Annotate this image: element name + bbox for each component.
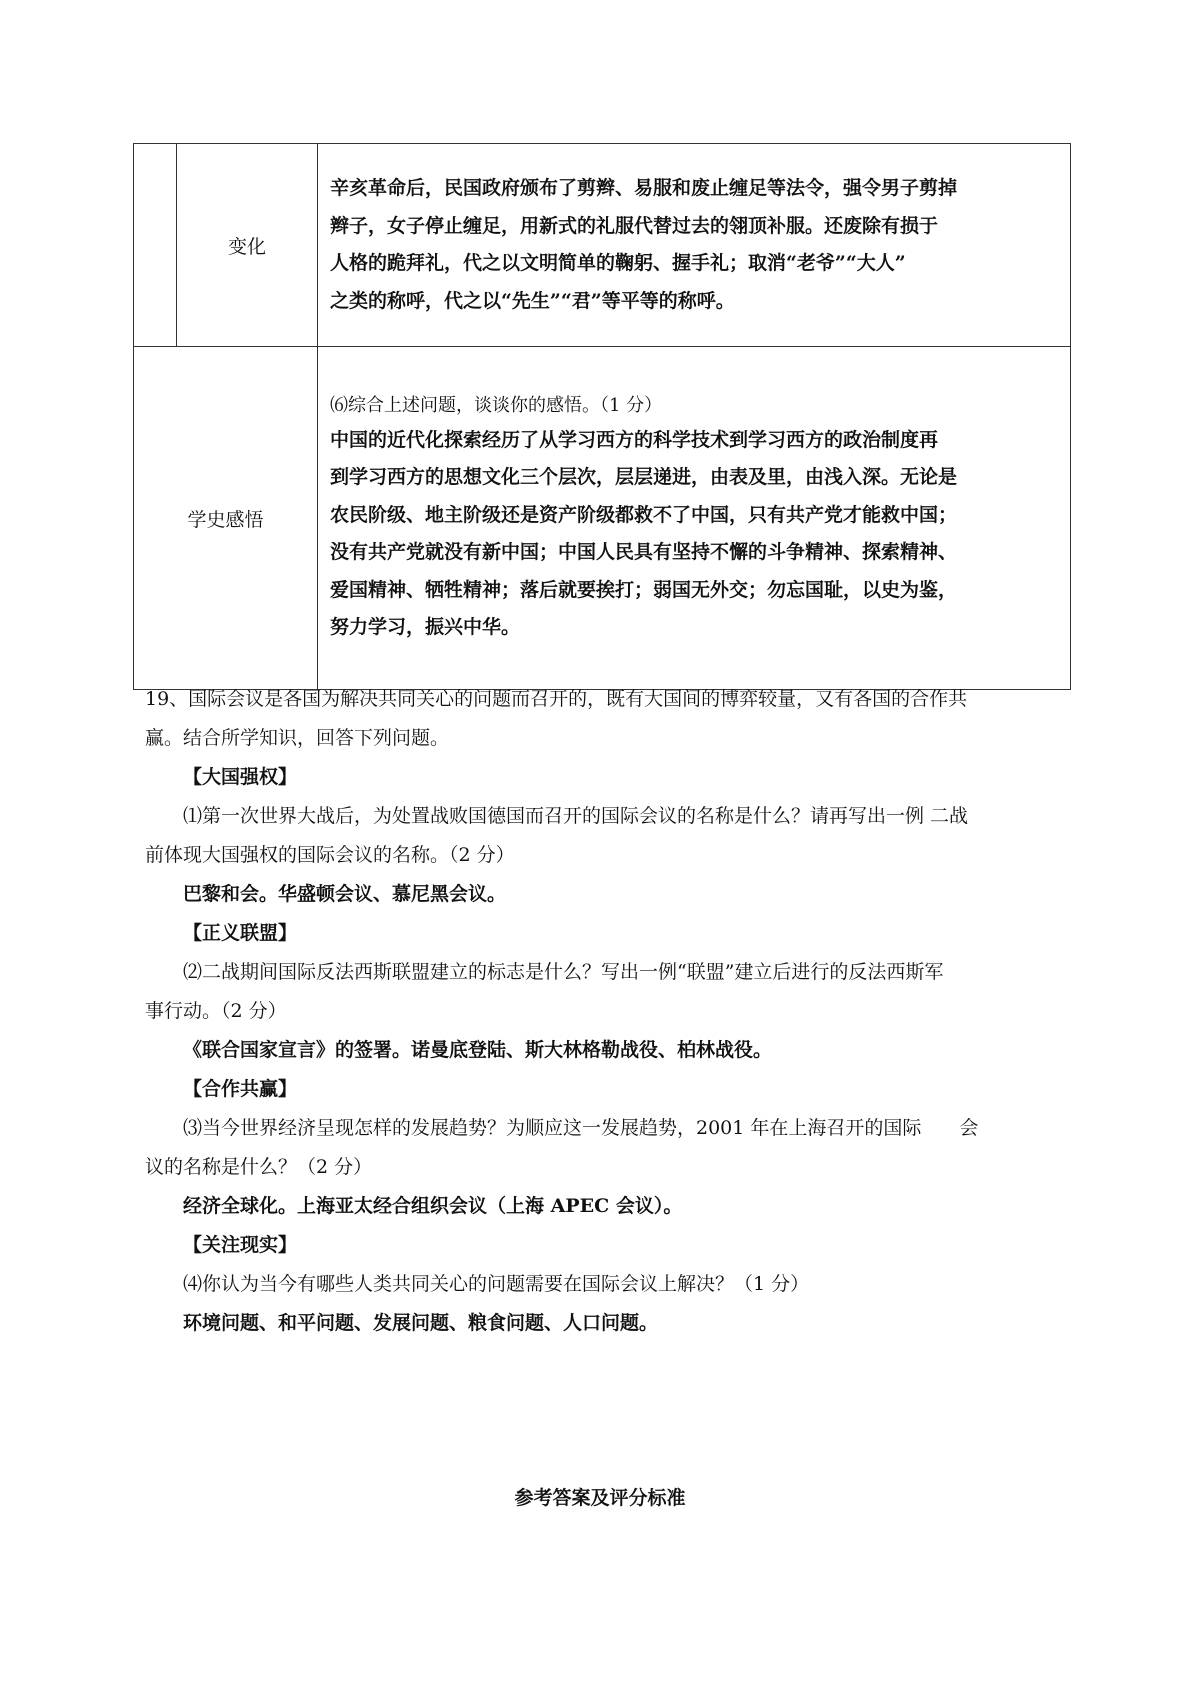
content-line: 农民阶级、地主阶级还是资产阶级都救不了中国，只有共产党才能救中国； — [330, 503, 958, 526]
row-label-reflection: 学史感悟 — [134, 347, 318, 690]
answer-text: 巴黎和会。华盛顿会议、慕尼黑会议。 — [183, 883, 507, 905]
question-line: 事行动。（2 分） — [145, 1000, 287, 1022]
section-heading: 【正义联盟】 — [183, 922, 298, 944]
content-line: 到学习西方的思想文化三个层次，层层递进，由表及里，由浅入深。无论是 — [330, 466, 958, 488]
question-line: ⑵二战期间国际反法西斯联盟建立的标志是什么？写出一例“联盟”建立后进行的反法西斯军 — [183, 961, 944, 983]
row-content-change — [318, 144, 1071, 347]
question-line: ⑷你认为当今有哪些人类共同关心的问题需要在国际会议上解决？（1 分） — [183, 1273, 810, 1295]
content-line: 努力学习，振兴中华。 — [330, 616, 521, 638]
section-heading: 【关注现实】 — [183, 1234, 298, 1256]
content-line: 人格的跪拜礼，代之以文明简单的鞠躬、握手礼；取消“老爷”“大人” — [330, 252, 906, 274]
table-row — [134, 347, 1071, 690]
answer-text: 经济全球化。上海亚太经合组织会议（上海 APEC 会议）。 — [183, 1195, 683, 1217]
question-6: ⑹综合上述问题，谈谈你的感悟。（1 分） — [330, 394, 663, 416]
content-line: 辫子，女子停止缠足，用新式的礼服代替过去的翎顶补服。还废除有损于 — [330, 214, 939, 237]
content-line: 辛亥革命后，民国政府颁布了剪辫、易服和废止缠足等法令，强令男子剪掉 — [330, 177, 958, 199]
question-line: 前体现大国强权的国际会议的名称。（2 分） — [145, 844, 515, 866]
section-heading: 【大国强权】 — [183, 766, 298, 788]
question-line: ⑴第一次世界大战后，为处置战败国德国而召开的国际会议的名称是什么？请再写出一例 二战 — [183, 805, 969, 827]
content-line: 爱国精神、牺牲精神；落后就要挨打；弱国无外交；勿忘国耻，以史为鉴， — [330, 578, 958, 601]
question-19 — [145, 680, 1065, 1343]
row-content-reflection — [318, 347, 1071, 690]
question-line: 议的名称是什么？（2 分） — [145, 1156, 373, 1178]
content-line: 中国的近代化探索经历了从学习西方的科学技术到学习西方的政治制度再 — [330, 428, 939, 451]
q19-intro-line: 19、国际会议是各国为解决共同关心的问题而召开的，既有大国间的博弈较量，又有各国的合作共 — [145, 688, 968, 710]
footer-title: 参考答案及评分标准 — [514, 1487, 686, 1509]
answer-text: 环境问题、和平问题、发展问题、粮食问题、人口问题。 — [183, 1312, 659, 1334]
table-row — [134, 144, 1071, 347]
table-cell-empty — [134, 144, 177, 347]
q19-intro-line: 赢。结合所学知识，回答下列问题。 — [145, 727, 450, 749]
content-line: 没有共产党就没有新中国；中国人民具有坚持不懈的斗争精神、探索精神、 — [330, 541, 958, 563]
content-line: 之类的称呼，代之以“先生”“君”等平等的称呼。 — [330, 289, 735, 312]
question-table — [133, 143, 1071, 690]
section-heading: 【合作共赢】 — [183, 1078, 298, 1100]
answer-text: 《联合国家宣言》的签署。诺曼底登陆、斯大林格勒战役、柏林战役。 — [183, 1039, 773, 1061]
row-label-change: 变化 — [177, 144, 318, 347]
question-line: ⑶当今世界经济呈现怎样的发展趋势？为顺应这一发展趋势，2001 年在上海召开的国际 会 — [183, 1117, 979, 1139]
